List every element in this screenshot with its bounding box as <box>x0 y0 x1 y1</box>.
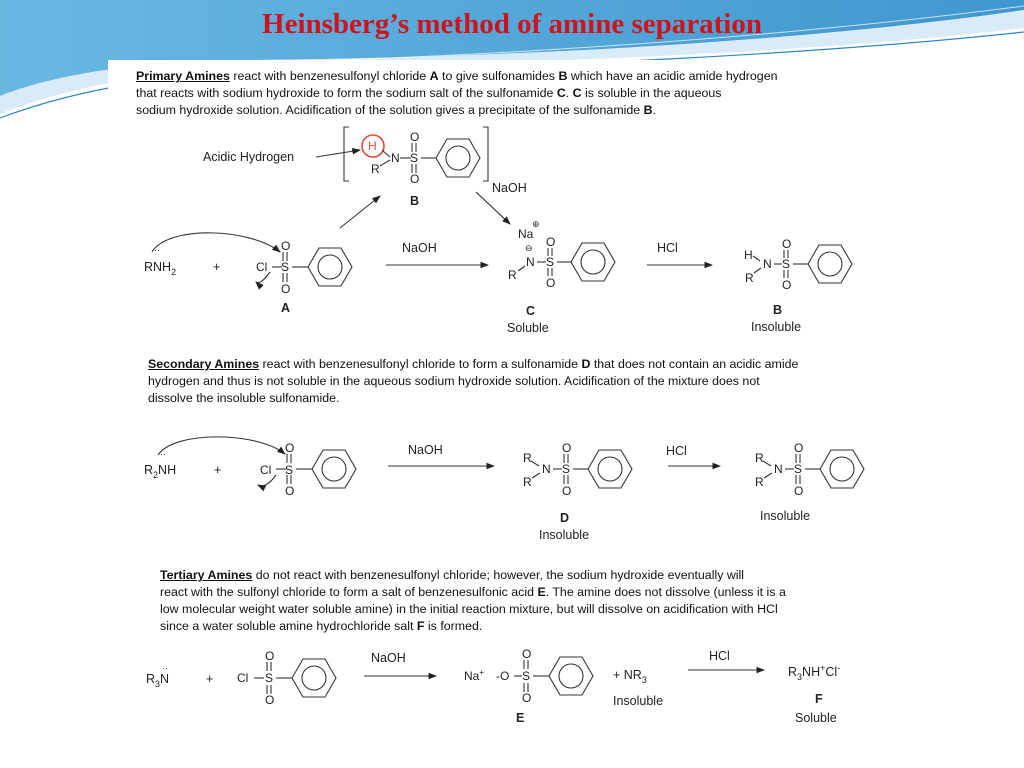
atom-h-b: H <box>744 248 753 262</box>
atom-n-b: N <box>763 257 772 271</box>
atom-o-b-top: O <box>782 237 792 251</box>
paragraph-text: to give sulfonamides <box>438 69 559 83</box>
insoluble-label-nr3: Insoluble <box>613 694 664 708</box>
compound-reference: B <box>643 103 653 117</box>
atom-o-top: O <box>410 130 420 144</box>
paragraph-text: . <box>652 103 657 117</box>
compound-e-label: E <box>516 711 525 725</box>
atom-cl: Cl <box>256 260 268 274</box>
product-r3nh-cl: $R_3NH^+Cl^-$ <box>788 663 841 682</box>
compound-reference: F <box>416 619 425 633</box>
atom-r-f-1: R <box>755 451 764 465</box>
paragraph-text: sodium hydroxide solution. Acidification of the solution gives a precipitate of the sulfonamide <box>136 103 644 117</box>
paragraph-text: react with benzenesulfonyl chloride to form a sulfonamide <box>259 357 582 371</box>
soluble-label-f: Soluble <box>795 711 837 725</box>
insoluble-label-b: Insoluble <box>751 320 802 334</box>
plus-secondary: + <box>214 463 222 477</box>
atom-s-3: S <box>265 671 274 685</box>
hcl-label-primary: HCl <box>657 241 678 255</box>
hcl-label-secondary: HCl <box>666 444 687 458</box>
paragraph-text: . <box>565 86 573 100</box>
minus-charge: ⊖ <box>525 243 533 253</box>
paragraph-text: which have an acidic amide hydrogen <box>567 69 778 83</box>
atom-o-a-bottom: O <box>281 282 291 296</box>
plus-tertiary: + <box>206 672 214 686</box>
slide-title: Heinsberg’s method of amine separation <box>262 8 762 40</box>
atom-s-f: S <box>794 462 803 476</box>
compound-c-label: C <box>526 304 536 318</box>
atom-o-bottom: O <box>410 172 420 186</box>
atom-o-f-bottom: O <box>794 484 804 498</box>
atom-o-c-top: O <box>546 235 556 249</box>
atom-s-a: S <box>281 260 290 274</box>
naoh-diagonal-label: NaOH <box>492 181 527 195</box>
compound-reference: D <box>581 357 591 371</box>
atom-cl-3: Cl <box>237 671 249 685</box>
arrow-to-b <box>340 196 380 228</box>
insoluble-label-d: Insoluble <box>539 528 590 542</box>
hcl-label-tertiary: HCl <box>709 649 730 663</box>
atom-s: S <box>410 151 419 165</box>
atom-s-b: S <box>782 257 791 271</box>
paragraph-text: that does not contain an acidic amide <box>590 357 799 371</box>
atom-r: R <box>371 162 380 176</box>
atom-o-a-top: O <box>281 239 291 253</box>
arrow-b-to-c <box>476 192 510 224</box>
atom-o-3-bottom: O <box>265 693 275 707</box>
paragraph-text: do not react with benzenesulfonyl chloride; however, the sodium hydroxide eventually will <box>252 568 745 582</box>
paragraph-text: since a water soluble amine hydrochloride salt <box>160 619 417 633</box>
reactant-r2nh: $R_2NH$ <box>144 463 177 480</box>
atom-s-d: S <box>562 462 571 476</box>
atom-s-c: S <box>546 255 555 269</box>
atom-o-2-bottom: O <box>285 484 295 498</box>
paragraph-text: dissolve the insoluble sulfonamide. <box>148 391 340 405</box>
atom-o-c-bottom: O <box>546 276 556 290</box>
paragraph-text: react with the sulfonyl chloride to form a salt of benzenesulfonic acid <box>160 585 538 599</box>
lone-pair-dots: ·· <box>154 245 160 255</box>
compound-a-label: A <box>281 301 291 315</box>
soluble-label-c: Soluble <box>507 321 549 335</box>
benzene-ring <box>436 139 480 177</box>
atom-s-e: S <box>522 669 531 683</box>
atom-o-d-top: O <box>562 441 572 455</box>
amine-class-heading: Primary Amines <box>136 69 230 83</box>
reactant-r3n: $R_3N$ <box>146 672 170 689</box>
compound-reference: C <box>572 86 582 100</box>
paragraph-text: . The amine does not dissolve (unless it is a <box>545 585 786 599</box>
reactant-rnh2: $RNH_2$ <box>144 260 177 277</box>
pointer-acidic-hydrogen <box>316 150 360 157</box>
plus-primary: + <box>213 260 221 274</box>
insoluble-label-secondary: Insoluble <box>760 509 811 523</box>
atom-n-d: N <box>542 462 551 476</box>
atom-o-f-top: O <box>794 441 804 455</box>
compound-b-top-label: B <box>410 194 420 208</box>
lone-pair-dots-2: ·· <box>160 449 166 459</box>
compound-reference: B <box>558 69 568 83</box>
atom-r-d-2: R <box>523 475 532 489</box>
acidic-hydrogen-label: Acidic Hydrogen <box>203 150 295 164</box>
atom-s-2: S <box>285 463 294 477</box>
paragraph-text: react with benzenesulfonyl chloride <box>229 69 430 83</box>
amine-class-heading: Tertiary Amines <box>160 568 253 582</box>
paragraph-text: that reacts with sodium hydroxide to form the sodium salt of the sulfonamide <box>136 86 557 100</box>
atom-n-c: N <box>526 255 535 269</box>
compound-d-label: D <box>560 511 570 525</box>
atom-o-3-top: O <box>265 649 275 663</box>
naoh-label-tertiary: NaOH <box>371 651 406 665</box>
compound-reference: A <box>429 69 439 83</box>
compound-f-label: F <box>815 692 823 706</box>
atom-o-e-bottom: O <box>522 691 532 705</box>
atom-n-f: N <box>774 462 783 476</box>
paragraph-text: hydrogen and thus is not soluble in the aqueous sodium hydroxide solution. Acidification of the mixture does not <box>148 374 760 388</box>
atom-n: N <box>391 151 400 165</box>
atom-o-d-bottom: O <box>562 484 572 498</box>
plus-charge: ⊕ <box>532 219 540 229</box>
paragraph-text: is soluble in the aqueous <box>581 86 722 100</box>
compound-reference: E <box>537 585 546 599</box>
atom-o-2-top: O <box>285 441 295 455</box>
o-minus-e: -O <box>496 669 510 683</box>
naoh-label-primary: NaOH <box>402 241 437 255</box>
atom-h-acidic: H <box>368 139 377 153</box>
atom-cl-2: Cl <box>260 463 272 477</box>
atom-na: Na <box>518 227 534 241</box>
atom-r-f-2: R <box>755 475 764 489</box>
atom-r-b: R <box>745 271 754 285</box>
atom-r-d-1: R <box>523 451 532 465</box>
paragraph-text: low molecular weight water soluble amine) in the initial reaction mixture, but will dissolve on acidification with HCl <box>160 602 778 616</box>
amine-class-heading: Secondary Amines <box>148 357 260 371</box>
curved-arrow-r2nh <box>158 437 285 455</box>
atom-r-c: R <box>508 268 517 282</box>
curved-arrow-nh2 <box>152 233 280 252</box>
atom-o-b-bottom: O <box>782 278 792 292</box>
paragraph-text: is formed. <box>424 619 483 633</box>
bracket-right <box>483 127 488 181</box>
compound-b-label: B <box>773 303 783 317</box>
lone-pair-dots-3: ·· <box>162 663 168 673</box>
compound-reference: C <box>556 86 566 100</box>
bracket-left <box>344 127 349 181</box>
naoh-label-secondary: NaOH <box>408 443 443 457</box>
plus-nr3: + $NR_3$ <box>613 668 647 685</box>
na-plus-e: Na+ <box>464 668 485 683</box>
atom-o-e-top: O <box>522 647 532 661</box>
